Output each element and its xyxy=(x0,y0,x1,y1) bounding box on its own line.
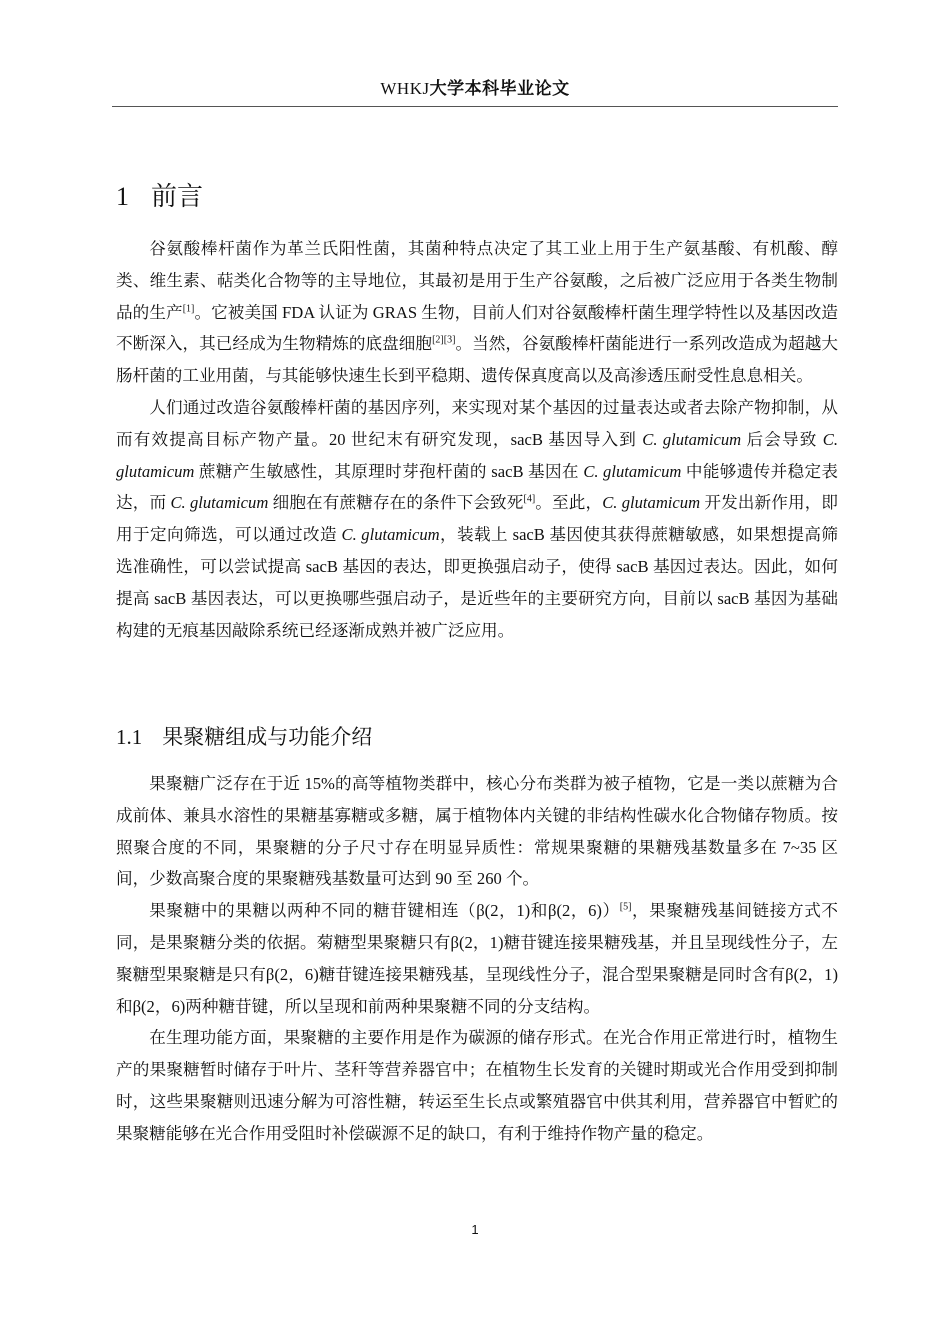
text-run: 人们通过改造谷氨酸棒杆菌的基因序列，来实现对某个基因的过量表达或者去除产物抑制，从而有效提高目标产物产量。20 世纪末有研究发现，sacB 基因导入到 xyxy=(116,397,838,449)
section-1-1-body xyxy=(116,768,838,1150)
text-run: ，装载上 sacB 基因使其获得蔗糖敏感，如果想提高筛选准确性，可以尝试提高 sacB 基因的表达，即更换强启动子，使得 sacB 基因过表达。因此，如何提高 sacB 基因表达，可以更换哪些强启动子，是近些年的主要研究方向，目前以 sacB 基因为基础构建的无痕基因敲除系统已经逐渐成熟并被广泛应用。 xyxy=(116,525,838,640)
species-name: C. glutamicum xyxy=(341,525,440,545)
species-name: C. glutamicum xyxy=(170,493,269,513)
text-run: ，果聚糖残基间链接方式不同，是果聚糖分类的依据。菊糖型果聚糖只有β(2，1)糖苷键连接果糖残基，并且呈现线性分子，左聚糖型果聚糖是只有β(2，6)糖苷键连接果糖残基，呈现线性分子，混合型果聚糖是同时含有β(2，1)和β(2，6)两种糖苷键，所以呈现和前两种果聚糖不同的分支结构。 xyxy=(116,901,838,1016)
section-1-body xyxy=(116,233,838,646)
running-header xyxy=(0,74,950,99)
section-heading-1-1 xyxy=(116,721,372,751)
text-run: 。当然，谷氨酸棒杆菌能进行一系列改造成为超越大肠杆菌的工业用菌，与其能够快速生长到平稳期、遗传保真度高以及高渗透压耐受性息息相关。 xyxy=(116,334,839,386)
text-run: 蔗糖产生敏感性，其原理时芽孢杆菌的 sacB 基因在 xyxy=(194,461,584,481)
header-title: 大学本科毕业论文 xyxy=(429,79,570,99)
species-name: C. glutamicum xyxy=(116,429,839,481)
citation: [4] xyxy=(523,493,536,505)
section-number: 1 xyxy=(116,182,129,211)
species-name: C. glutamicum xyxy=(583,461,682,481)
paragraph-5: 在生理功能方面，果聚糖的主要作用是作为碳源的储存形式。在光合作用正常进行时，植物生产的果聚糖暂时储存于叶片、茎秆等营养器官中；在植物生长发育的关键时期或光合作用受到抑制时，这些果聚糖则迅速分解为可溶性糖，转运至生长点或繁殖器官中供其利用，营养器官中暂贮的果聚糖能够在光合作用受阻时补偿碳源不足的缺口，有利于维持作物产量的稳定。 xyxy=(116,1028,838,1143)
subsection-number: 1.1 xyxy=(116,725,143,749)
text-run: 中能够遗传并稳定表达，而 xyxy=(116,461,838,513)
paragraph-1 xyxy=(116,233,838,392)
citation: [5] xyxy=(619,901,632,913)
subsection-title: 果聚糖组成与功能介绍 xyxy=(162,725,373,749)
text-run: 果聚糖中的果糖以两种不同的糖苷键相连（β(2，1)和β(2，6)） xyxy=(149,901,620,921)
text-run: 细胞在有蔗糖存在的条件下会致死 xyxy=(268,493,524,513)
text-run: 开发出新作用，即用于定向筛选，可以通过改造 xyxy=(116,493,839,545)
species-name: C. glutamicum xyxy=(602,493,701,513)
citation: [1] xyxy=(182,303,195,315)
paragraph-3: 果聚糖广泛存在于近 15%的高等植物类群中，核心分布类群为被子植物，它是一类以蔗糖为合成前体、兼具水溶性的果糖基寡糖或多糖，属于植物体内关键的非结构性碳水化合物储存物质。按照聚合度的不同，果聚糖的分子尺寸存在明显异质性：常规果聚糖的果糖残基数量多在 7~35 区间，少数高聚合度的果聚糖残基数量可达到 90 至 260 个。 xyxy=(116,774,838,889)
page-number: 1 xyxy=(471,1222,479,1237)
text-run: 。至此， xyxy=(535,493,603,513)
text-run: 后会导致 xyxy=(741,429,823,449)
paragraph-2 xyxy=(116,392,838,646)
section-title: 前言 xyxy=(151,182,204,212)
species-name: C. glutamicum xyxy=(642,429,742,449)
citation: [2][3] xyxy=(432,334,456,346)
header-divider xyxy=(112,106,838,107)
paragraph-4 xyxy=(116,895,838,1022)
text-run: 谷氨酸棒杆菌作为革兰氏阳性菌，其菌种特点决定了其工业上用于生产氨基酸、有机酸、醇类、维生素、萜类化合物等的主导地位，其最初是用于生产谷氨酸，之后被广泛应用于各类生物制品的生产 xyxy=(116,239,838,322)
header-latin: WHKJ xyxy=(380,79,430,98)
text-run: 。它被美国 FDA 认证为 GRAS 生物，目前人们对谷氨酸棒杆菌生理学特性以及基因改造不断深入，其已经成为生物精炼的底盘细胞 xyxy=(116,302,839,354)
section-heading-1 xyxy=(116,176,203,213)
